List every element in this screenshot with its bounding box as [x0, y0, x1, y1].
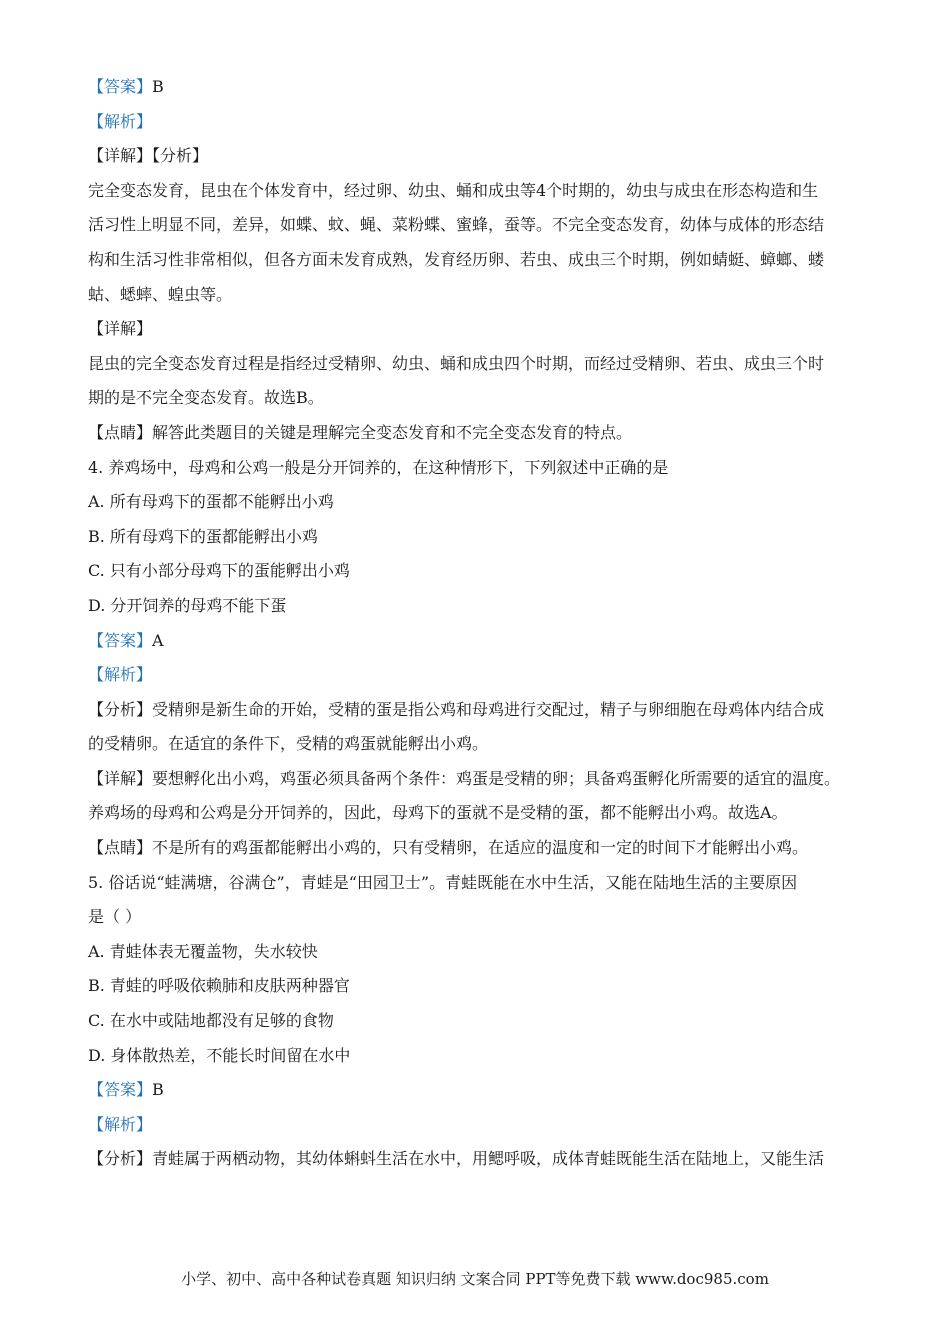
answer-line	[88, 70, 868, 105]
question-4: 4. 养鸡场中，母鸡和公鸡一般是分开饲养的，在这种情形下，下列叙述中正确的是	[88, 457, 669, 477]
answer-line	[88, 1073, 868, 1108]
analysis-tag: 【解析】	[88, 665, 153, 685]
paragraph-line: 【详解】要想孵化出小鸡，鸡蛋必须具备两个条件：鸡蛋是受精的卵；具备鸡蛋孵化所需要的适宜的温度。	[88, 768, 841, 788]
option-b: B. 所有母鸡下的蛋都能孵出小鸡	[88, 526, 318, 546]
tip-line: 【点睛】不是所有的鸡蛋都能孵出小鸡的，只有受精卵，在适应的温度和一定的时间下才能孵出小鸡。	[88, 838, 809, 858]
paragraph-line: 完全变态发育，昆虫在个体发育中，经过卵、幼虫、蛹和成虫等4个时期的，幼虫与成虫在形态构造和生	[88, 180, 819, 200]
paragraph-line: 的受精卵。在适宜的条件下，受精的鸡蛋就能孵出小鸡。	[88, 734, 489, 754]
option-a: A. 青蛙体表无覆盖物，失水较快	[88, 941, 318, 961]
option-c: C. 只有小部分母鸡下的蛋能孵出小鸡	[88, 561, 350, 581]
paragraph-line: 活习性上明显不同，差异，如蝶、蚊、蝇、菜粉蝶、蜜蜂，蚕等。不完全变态发育，幼体与成体的形态结	[88, 215, 825, 235]
page-footer: 小学、初中、高中各种试卷真题 知识归纳 文案合同 PPT等免费下载 www.doc985.com	[181, 1270, 769, 1288]
answer-tag: 【答案】	[88, 1080, 153, 1100]
option-d: D. 分开饲养的母鸡不能下蛋	[88, 595, 287, 615]
paragraph-line: 【分析】青蛙属于两栖动物，其幼体蝌蚪生活在水中，用鳃呼吸，成体青蛙既能生活在陆地上，又能生活	[88, 1149, 825, 1169]
analysis-tag: 【解析】	[88, 1114, 153, 1134]
answer-value: B	[152, 1080, 164, 1100]
option-c: C. 在水中或陆地都没有足够的食物	[88, 1011, 334, 1031]
option-b: B. 青蛙的呼吸依赖肺和皮肤两种器官	[88, 976, 350, 996]
answer-value: B	[152, 77, 164, 96]
paragraph-line: 构和生活习性非常相似，但各方面未发育成熟，发育经历卵、若虫、成虫三个时期，例如蜻蜓、蟑螂、蝼	[88, 249, 825, 269]
analysis-heading	[88, 1108, 868, 1143]
answer-value: A	[152, 630, 164, 650]
analysis-heading	[88, 105, 868, 140]
paragraph-line: 昆虫的完全变态发育过程是指经过受精卵、幼虫、蛹和成虫四个时期，而经过受精卵、若虫、成虫三个时	[88, 353, 825, 373]
tip-line: 【点睛】解答此类题目的关键是理解完全变态发育和不完全变态发育的特点。	[88, 422, 633, 442]
document-body	[88, 70, 868, 1177]
question-5: 5. 俗话说“蛙满塘，谷满仓”，青蛙是“田园卫士”。青蛙既能在水中生活，又能在陆地生活的主要原因	[88, 872, 798, 892]
answer-tag: 【答案】	[88, 77, 153, 96]
paragraph-line: 期的是不完全变态发育。故选B。	[88, 388, 324, 408]
paragraph-line: 蛄、蟋蟀、蝗虫等。	[88, 284, 233, 304]
option-d: D. 身体散热差，不能长时间留在水中	[88, 1045, 351, 1065]
paragraph-line: 养鸡场的母鸡和公鸡是分开饲养的，因此，母鸡下的蛋就不是受精的蛋，都不能孵出小鸡。故选A。	[88, 803, 788, 823]
detail-heading: 【详解】【分析】	[88, 146, 209, 166]
answer-line	[88, 624, 868, 659]
paragraph-line: 【分析】受精卵是新生命的开始，受精的蛋是指公鸡和母鸡进行交配过，精子与卵细胞在母鸡体内结合成	[88, 699, 825, 719]
detail-heading: 【详解】	[88, 319, 153, 339]
question-5-cont: 是（ ）	[88, 907, 142, 927]
analysis-tag: 【解析】	[88, 111, 153, 131]
option-a: A. 所有母鸡下的蛋都不能孵出小鸡	[88, 492, 334, 512]
analysis-heading	[88, 658, 868, 693]
answer-tag: 【答案】	[88, 630, 153, 650]
